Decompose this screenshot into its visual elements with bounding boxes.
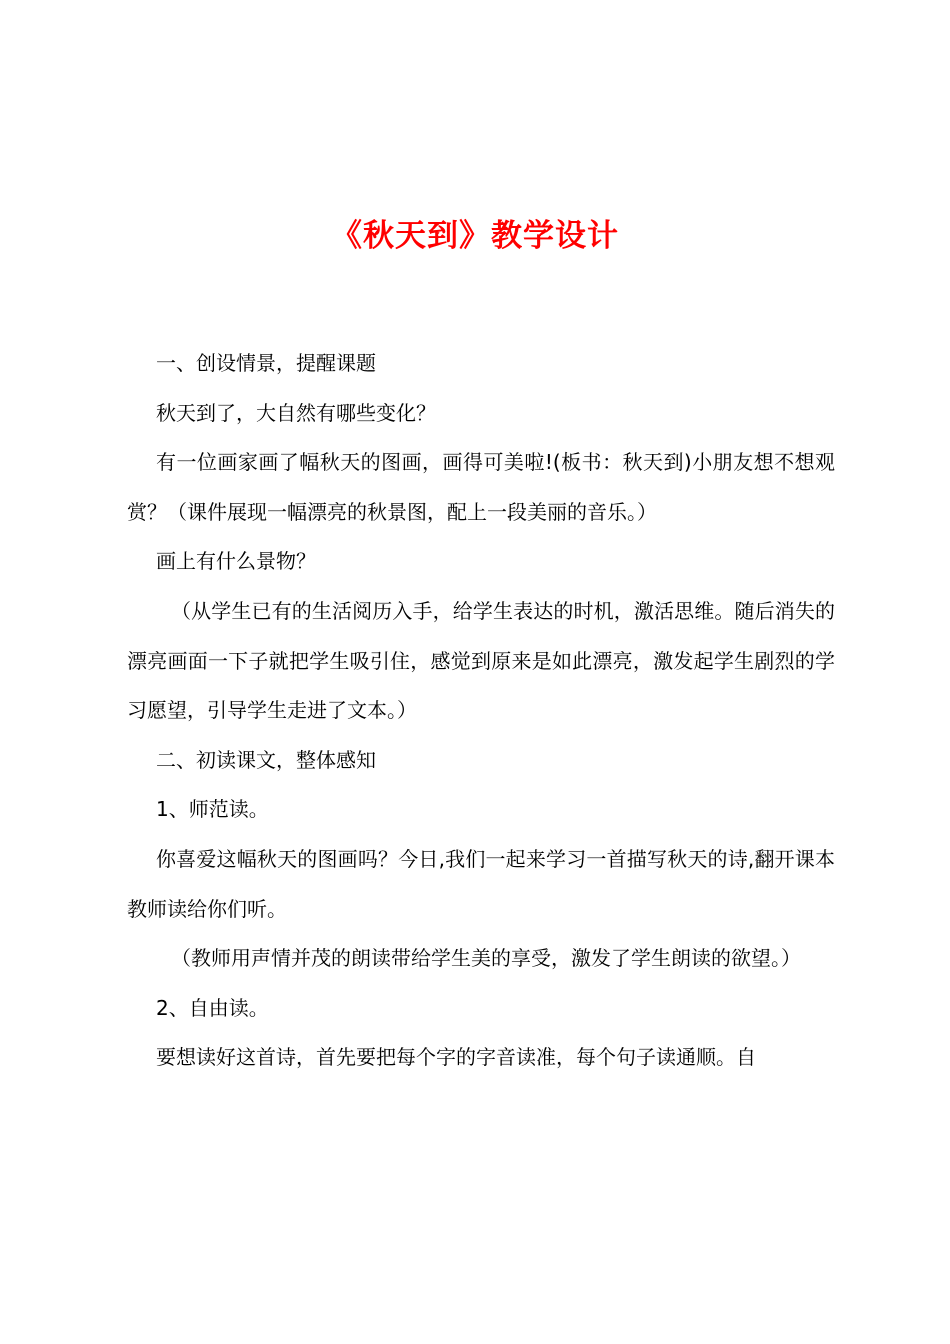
paragraph: 有一位画家画了幅秋天的图画，画得可美啦!(板书：秋天到)小朋友想不想观赏？（课件展现一幅漂亮的秋景图，配上一段美丽的音乐。） xyxy=(127,450,835,524)
document-body xyxy=(127,339,835,1083)
paragraph: 秋天到了，大自然有哪些变化？ xyxy=(156,400,436,425)
paragraph: 你喜爱这幅秋天的图画吗？今日,我们一起来学习一首描写秋天的诗,翻开课本教师读给你们听。 xyxy=(127,846,835,921)
document-title: 《秋天到》教学设计 xyxy=(331,218,619,254)
step-heading: 2、自由读。 xyxy=(156,995,269,1020)
step-heading: 1、师范读。 xyxy=(156,797,269,822)
paragraph: 要想读好这首诗，首先要把每个字的字音读准，每个句子读通顺。自 xyxy=(156,1045,756,1070)
paragraph-note: （教师用声情并茂的朗读带给学生美的享受，激发了学生朗读的欲望。） xyxy=(171,946,801,971)
paragraph-note: （从学生已有的生活阅历入手，给学生表达的时机，激活思维。随后消失的漂亮画面一下子就把学生吸引住，感觉到原来是如此漂亮，激发起学生剧烈的学习愿望，引导学生走进了文本。） xyxy=(127,598,835,723)
section-heading-2: 二、初读课文，整体感知 xyxy=(156,747,376,772)
section-heading-1: 一、创设情景，提醒课题 xyxy=(156,351,376,375)
paragraph: 画上有什么景物？ xyxy=(156,549,316,574)
